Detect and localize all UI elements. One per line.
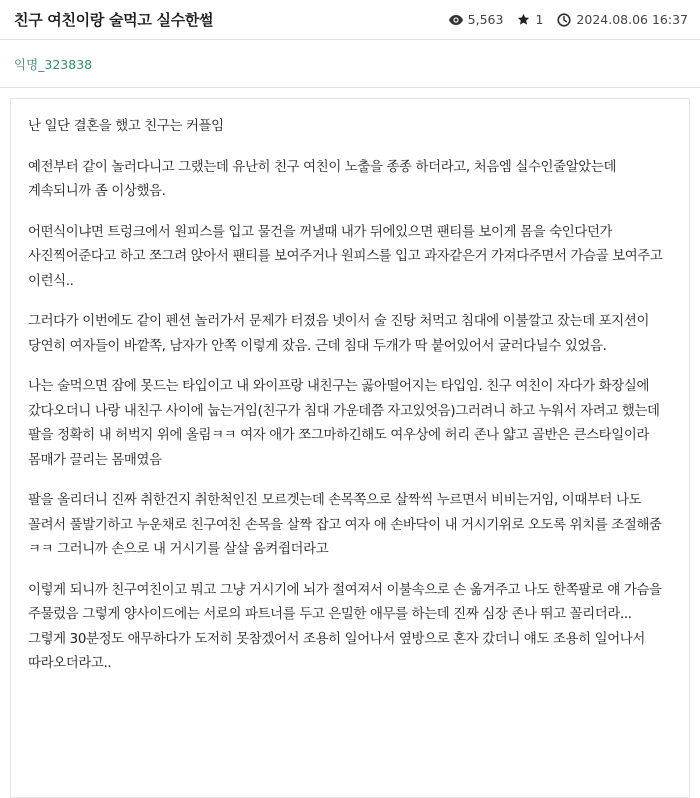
author-name[interactable]: 익명_323838 bbox=[14, 56, 93, 72]
star-count bbox=[517, 12, 543, 27]
star-icon bbox=[517, 13, 530, 26]
body-paragraph: 나는 술먹으면 잠에 못드는 타입이고 내 와이프랑 내친구는 곯아떨어지는 타입임. 친구 여친이 자다가 화장실에 갔다오더니 나랑 내친구 사이에 눕는거임(친구가 침대 가운데쯤 자고있엇음)그러려니 하고 누워서 자려고 했는데 팔을 정확히 내 허벅지 위에 올림ㅋㅋ 여자 애가 쪼그마하긴해도 여우상에 허리 존나 얇고 골반은 큰스타일이라 몸매가 끌리는 몸매였음 bbox=[28, 379, 660, 468]
author-bar bbox=[0, 40, 700, 88]
post-meta bbox=[449, 12, 688, 27]
clock-icon bbox=[557, 13, 571, 27]
post-header bbox=[0, 0, 700, 40]
body-paragraph: 예전부터 같이 놀러다니고 그랬는데 유난히 친구 여친이 노출을 종종 하더라고, 처음엠 실수인줄알았는데 계속되니까 좀 이상했음. bbox=[28, 159, 617, 199]
body-paragraph: 어떤식이냐면 트렁크에서 원피스를 입고 물건을 꺼낼때 내가 뒤에있으면 팬티를 보이게 몸을 숙인다던가 사진찍어준다고 하고 쪼그려 앉아서 팬티를 보여주거나 원피스를 입고 과자같은거 가져다주면서 가슴골 보여주고 이런식.. bbox=[28, 224, 663, 289]
body-paragraph: 그러다가 이번에도 같이 펜션 놀러가서 문제가 터졌음 넷이서 술 진탕 처먹고 침대에 이불깔고 잤는데 포지션이 당연히 여자들이 바깥쪽, 남자가 안쪽 이렇게 잤음. 근데 침대 두개가 딱 붙어있어서 굴러다닐수 있었음. bbox=[28, 314, 650, 354]
post-date-value: 2024.08.06 16:37 bbox=[576, 12, 688, 27]
body-paragraph: 팔을 올리더니 진짜 취한건지 취한척인진 모르겟는데 손목쪽으로 살짝씩 누르면서 비비는거임, 이때부터 나도 꼴려서 풀발기하고 누운채로 친구여친 손목을 살짝 잡고 여자 애 손바닥이 내 거시기위로 오도록 위치를 조절해줌 ㅋㅋ 그러니까 손으로 내 거시기를 살살 움켜쥡더라고 bbox=[28, 493, 662, 557]
post-body bbox=[10, 98, 690, 798]
view-count bbox=[449, 12, 504, 27]
body-paragraph: 난 일단 결혼을 했고 친구는 커플임 bbox=[28, 119, 224, 134]
post-date bbox=[557, 12, 688, 27]
body-paragraph: 이렇게 되니까 친구여친이고 뭐고 그냥 거시기에 뇌가 절여져서 이불속으로 손 옮겨주고 나도 한쪽팔로 얘 가슴을 주물렀음 그렇게 양사이드에는 서로의 파트너를 두고 은밀한 애무를 하는데 진짜 심장 존나 뛰고 꼴리더라... 그렇게 30분정도 애무하다가 도저히 못참겠어서 조용히 일어나서 옆방으로 혼자 갔더니 얘도 조용히 일어나서 따라오더라고.. bbox=[28, 582, 662, 671]
view-count-value: 5,563 bbox=[467, 12, 504, 27]
content-wrapper bbox=[0, 98, 700, 798]
eye-icon bbox=[449, 15, 463, 25]
post-title: 친구 여친이랑 술먹고 실수한썰 bbox=[14, 11, 214, 29]
star-count-value: 1 bbox=[535, 12, 544, 27]
